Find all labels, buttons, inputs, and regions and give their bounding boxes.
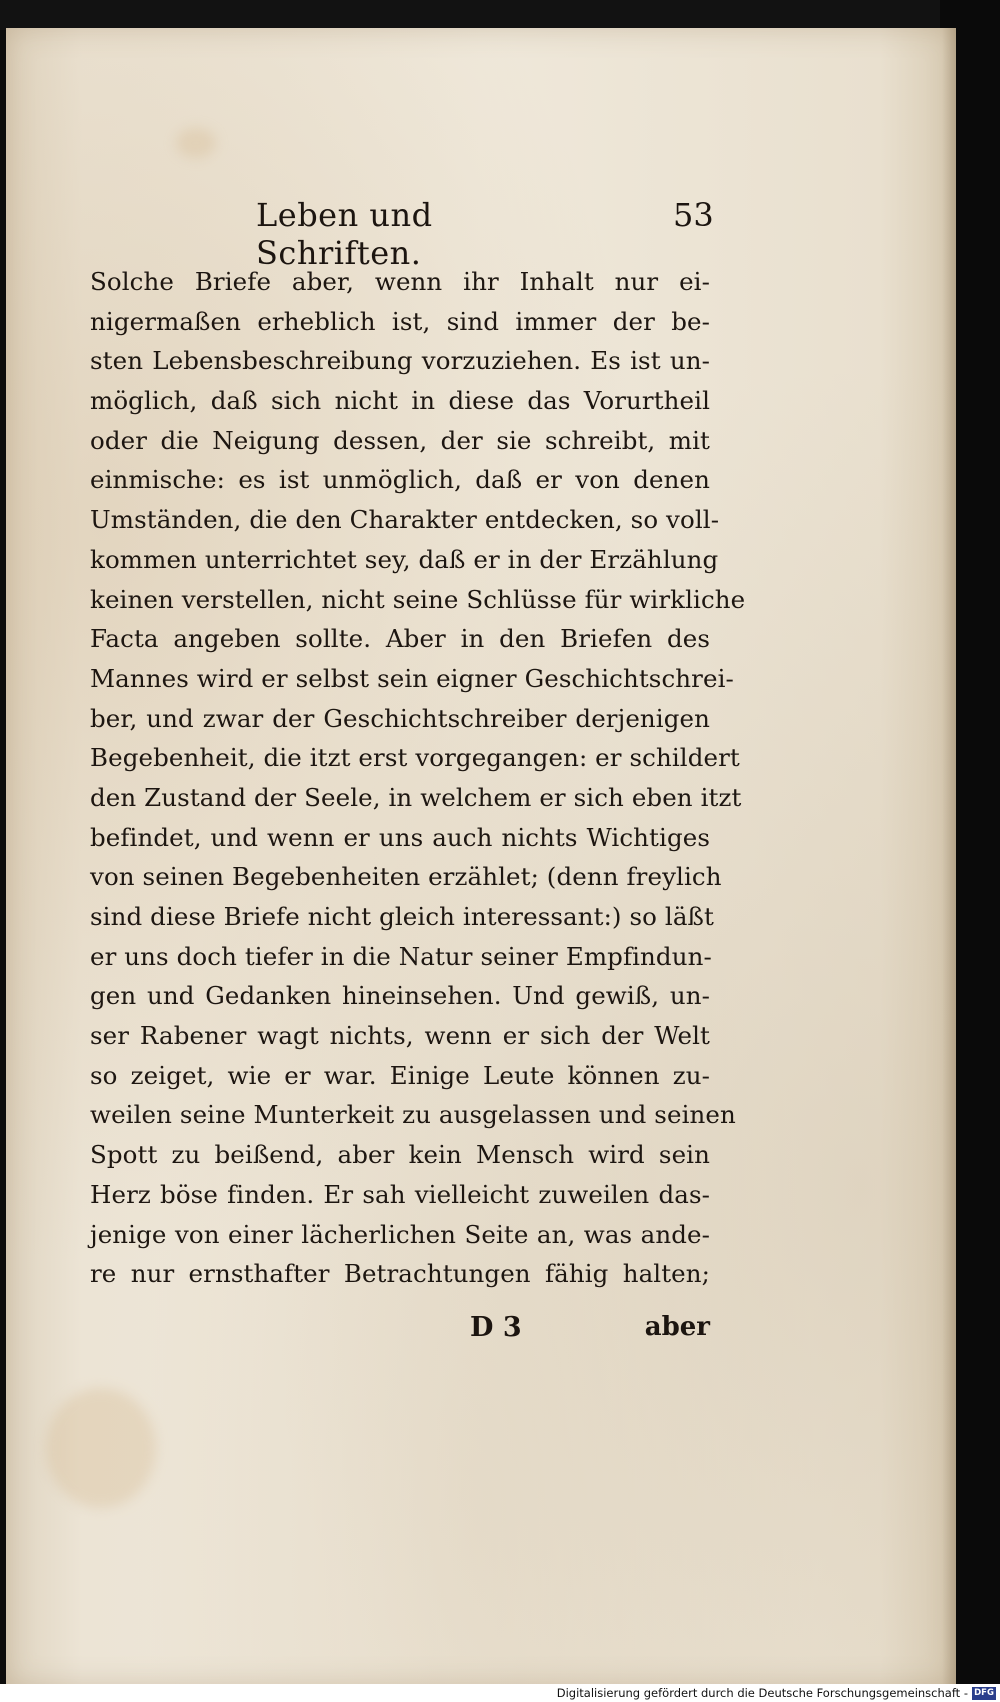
paper-stain	[176, 128, 216, 158]
running-head: Leben und Schriften.	[256, 196, 433, 272]
text-line: möglich, daß sich nicht in diese das Vorurtheil	[90, 386, 710, 416]
text-line: befindet, und wenn er uns auch nichts Wichtiges	[90, 822, 710, 852]
dfg-logo: DFG	[972, 1687, 996, 1700]
text-line: Facta angeben sollte. Aber in den Briefen des	[90, 624, 710, 654]
text-line: ber, und zwar der Geschichtschreiber derjenigen	[90, 703, 710, 733]
text-line: Umständen, die den Charakter entdecken, so voll-	[90, 505, 720, 535]
text-line: kommen unterrichtet sey, daß er in der Erzählung	[90, 544, 719, 574]
text-line: Solche Briefe aber, wenn ihr Inhalt nur ei-	[90, 267, 710, 296]
text-line: Mannes wird er selbst sein eigner Geschichtschrei-	[90, 663, 734, 693]
page-edge-shadow	[942, 28, 956, 1686]
digitization-footer	[0, 1684, 1000, 1702]
text-line: re nur ernsthafter Betrachtungen fähig halten;	[90, 1259, 710, 1289]
text-line: ser Rabener wagt nichts, wenn er sich der Welt	[90, 1021, 710, 1051]
catchline	[90, 1312, 710, 1352]
page-number: 53	[673, 196, 714, 234]
catchword: aber	[644, 1312, 710, 1342]
signature-mark: D 3	[470, 1312, 522, 1343]
text-line: nigermaßen erheblich ist, sind immer der be-	[90, 306, 710, 336]
text-line: er uns doch tiefer in die Natur seiner Empfindun-	[90, 941, 712, 971]
text-line: sten Lebensbeschreibung vorzuziehen. Es ist un-	[90, 346, 710, 376]
book-page	[6, 28, 956, 1686]
text-line: Begebenheit, die itzt erst vorgegangen: er schildert	[90, 743, 740, 773]
text-line: Herz böse finden. Er sah vielleicht zuweilen das-	[90, 1179, 710, 1209]
text-line: keinen verstellen, nicht seine Schlüsse für wirkliche	[90, 584, 746, 614]
scan-background-top	[0, 0, 1000, 30]
text-line: von seinen Begebenheiten erzählet; (denn freylich	[90, 862, 722, 892]
body-text	[90, 262, 746, 1294]
text-line: gen und Gedanken hineinsehen. Und gewiß, un-	[90, 981, 710, 1011]
text-line: Spott zu beißend, aber kein Mensch wird sein	[90, 1140, 710, 1170]
paper-stain	[46, 1388, 156, 1508]
text-line: sind diese Briefe nicht gleich interessant:) so läßt	[90, 902, 714, 931]
text-line: den Zustand der Seele, in welchem er sich eben itzt	[90, 782, 742, 812]
text-line: weilen seine Munterkeit zu ausgelassen und seinen	[90, 1100, 736, 1130]
text-line: einmische: es ist unmöglich, daß er von denen	[90, 465, 710, 495]
text-line: jenige von einer lächerlichen Seite an, was ande-	[90, 1219, 710, 1249]
funding-credit: Digitalisierung gefördert durch die Deutsche Forschungsgemeinschaft -	[556, 1686, 968, 1700]
text-line: oder die Neigung dessen, der sie schreibt, mit	[90, 425, 710, 455]
text-line: so zeiget, wie er war. Einige Leute können zu-	[90, 1060, 710, 1090]
